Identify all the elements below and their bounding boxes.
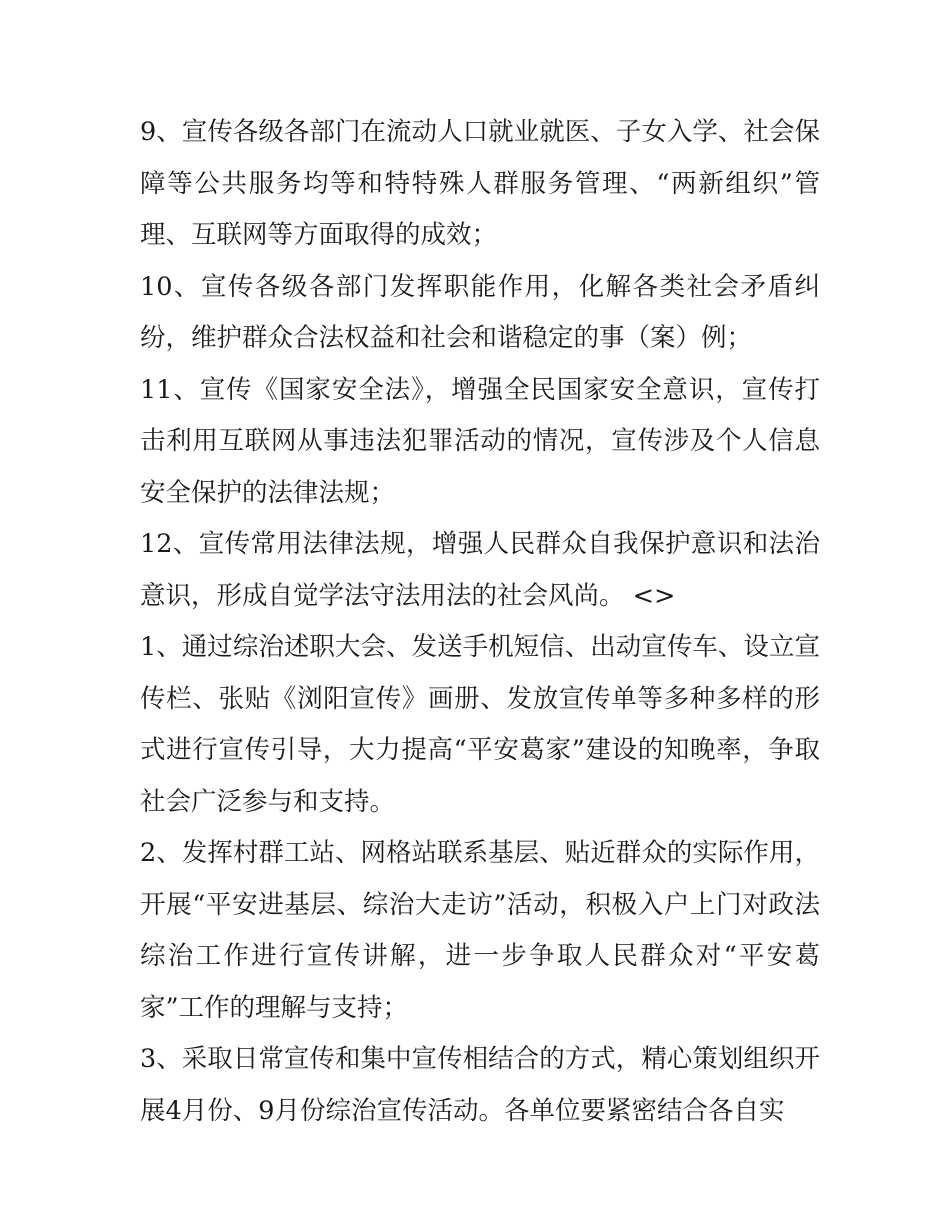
paragraph-measure-1: 1、通过综治述职大会、发送手机短信、出动宣传车、设立宣传栏、张贴《浏阳宣传》画册、发放宣传单等多种多样的形式进行宣传引导，大力提高“平安葛家”建设的知晚率，争取社会广泛参与和支持。 [140,632,820,817]
paragraph-measure-3: 3、采取日常宣传和集中宣传相结合的方式，精心策划组织开展4月份、9月份综治宣传活动。各单位要紧密结合各自实 [140,1044,820,1126]
paragraph-item-11: 11、宣传《国家安全法》，增强全民国家安全意识，宣传打击利用互联网从事违法犯罪活动的情况，宣传涉及个人信息安全保护的法律法规； [140,374,820,508]
paragraph-item-9: 9、宣传各级各部门在流动人口就业就医、子女入学、社会保障等公共服务均等和特特殊人群服务管理、“两新组织”管理、互联网等方面取得的成效； [140,117,820,250]
paragraph-item-12: 12、宣传常用法律法规，增强人民群众自我保护意识和法治意识，形成自觉学法守法用法的社会风尚。 <> [140,529,820,611]
paragraph-item-10: 10、宣传各级各部门发挥职能作用，化解各类社会矛盾纠纷，维护群众合法权益和社会和谐稳定的事（案）例； [140,271,820,353]
document-body [140,107,820,1137]
paragraph-measure-2: 2、发挥村群工站、网格站联系基层、贴近群众的实际作用，开展“平安进基层、综治大走访”活动，积极入户上门对政法综治工作进行宣传讲解，进一步争取人民群众对“平安葛家”工作的理解与支持； [140,838,820,1023]
